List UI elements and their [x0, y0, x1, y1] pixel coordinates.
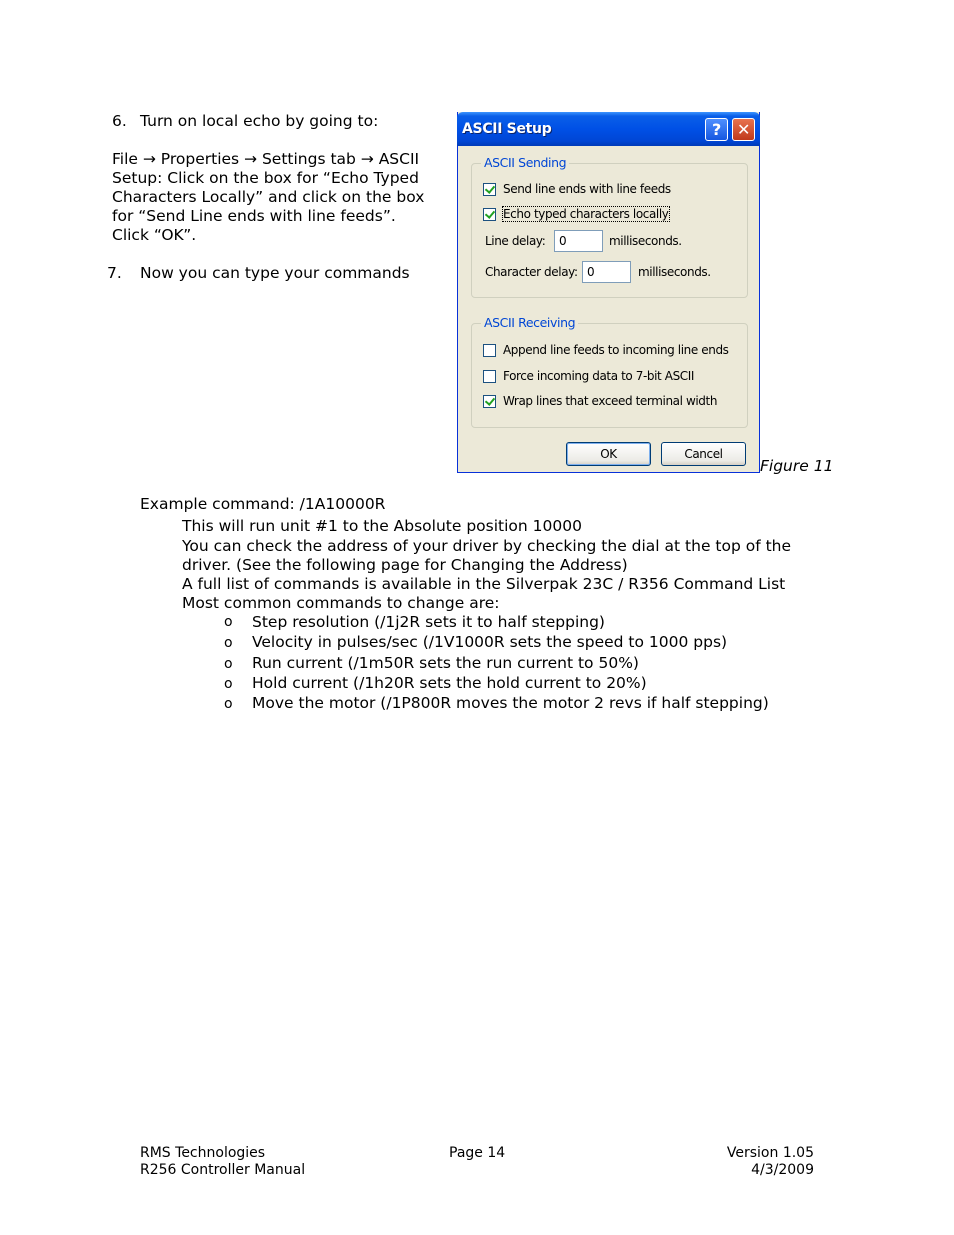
ascii-setup-dialog	[457, 112, 760, 473]
send-line-ends-label: Send line ends with line feeds	[503, 182, 671, 196]
footer-date: 4/3/2009	[751, 1162, 814, 1178]
example-line: This will run unit #1 to the Absolute position 10000	[182, 517, 582, 535]
help-icon[interactable]: ?	[705, 118, 728, 141]
close-icon[interactable]: ✕	[732, 118, 755, 141]
force-7bit-label: Force incoming data to 7-bit ASCII	[503, 369, 695, 383]
list-item: Move the motor (/1P800R moves the motor 2 revs if half stepping)	[252, 694, 769, 712]
example-line: You can check the address of your driver by checking the dial at the top of the	[182, 537, 792, 555]
footer-version: Version 1.05	[726, 1145, 814, 1161]
step-7-number: 7.	[107, 264, 122, 282]
step-6-instructions: File → Properties → Settings tab → ASCII Setup: Click on the box for “Echo Typed Characters Locally” and click on the box for “Send Line ends with line feeds”. Click “OK”.	[112, 150, 425, 244]
character-delay-label: Character delay:	[485, 265, 578, 279]
character-delay-unit: milliseconds.	[638, 265, 711, 279]
example-line: driver. (See the following page for Changing the Address)	[182, 556, 628, 574]
list-item: Step resolution (/1j2R sets it to half stepping)	[252, 613, 605, 631]
example-line: A full list of commands is available in the Silverpak 23C / R356 Command List	[182, 575, 786, 593]
echo-typed-option[interactable]	[483, 205, 669, 223]
append-line-feeds-option[interactable]	[483, 341, 729, 359]
wrap-lines-label: Wrap lines that exceed terminal width	[503, 394, 718, 408]
force-7bit-checkbox[interactable]	[483, 370, 496, 383]
figure-caption: Figure 11	[760, 457, 834, 475]
dialog-titlebar[interactable]	[457, 112, 760, 146]
line-delay-unit: milliseconds.	[609, 234, 682, 248]
echo-typed-checkbox[interactable]	[483, 208, 496, 221]
ascii-receiving-group	[471, 315, 748, 428]
send-line-ends-option[interactable]	[483, 180, 671, 198]
bullet-marker: o	[224, 635, 233, 651]
cancel-button[interactable]: Cancel	[661, 442, 746, 466]
bullet-marker: o	[224, 614, 233, 630]
wrap-lines-option[interactable]	[483, 392, 717, 410]
example-line: Most common commands to change are:	[182, 594, 500, 612]
step-6-number: 6.	[112, 112, 127, 130]
bullet-marker: o	[224, 696, 233, 712]
dialog-title: ASCII Setup	[462, 121, 552, 137]
ascii-sending-label: ASCII Sending	[481, 155, 569, 170]
list-item: Hold current (/1h20R sets the hold current to 20%)	[252, 674, 647, 692]
footer-page: Page 14	[449, 1145, 506, 1161]
ascii-receiving-label: ASCII Receiving	[481, 315, 578, 330]
force-7bit-option[interactable]	[483, 367, 694, 385]
send-line-ends-checkbox[interactable]	[483, 183, 496, 196]
footer-company: RMS Technologies	[140, 1145, 266, 1161]
line-delay-input[interactable]: 0	[554, 230, 603, 252]
list-item: Run current (/1m50R sets the run current to 50%)	[252, 654, 639, 672]
ascii-sending-group	[471, 155, 748, 298]
bullet-marker: o	[224, 656, 233, 672]
character-delay-input[interactable]: 0	[582, 261, 631, 283]
echo-typed-label: Echo typed characters locally	[503, 207, 669, 221]
ok-button[interactable]: OK	[566, 442, 651, 466]
example-heading: Example command: /1A10000R	[140, 495, 386, 513]
line-delay-label: Line delay:	[485, 234, 546, 248]
footer-manual: R256 Controller Manual	[140, 1162, 306, 1178]
append-line-feeds-checkbox[interactable]	[483, 344, 496, 357]
step-7-lead: Now you can type your commands	[140, 264, 410, 282]
bullet-marker: o	[224, 676, 233, 692]
list-item: Velocity in pulses/sec (/1V1000R sets the speed to 1000 pps)	[252, 633, 728, 651]
append-line-feeds-label: Append line feeds to incoming line ends	[503, 343, 729, 357]
step-6-lead: Turn on local echo by going to:	[140, 112, 379, 130]
wrap-lines-checkbox[interactable]	[483, 395, 496, 408]
